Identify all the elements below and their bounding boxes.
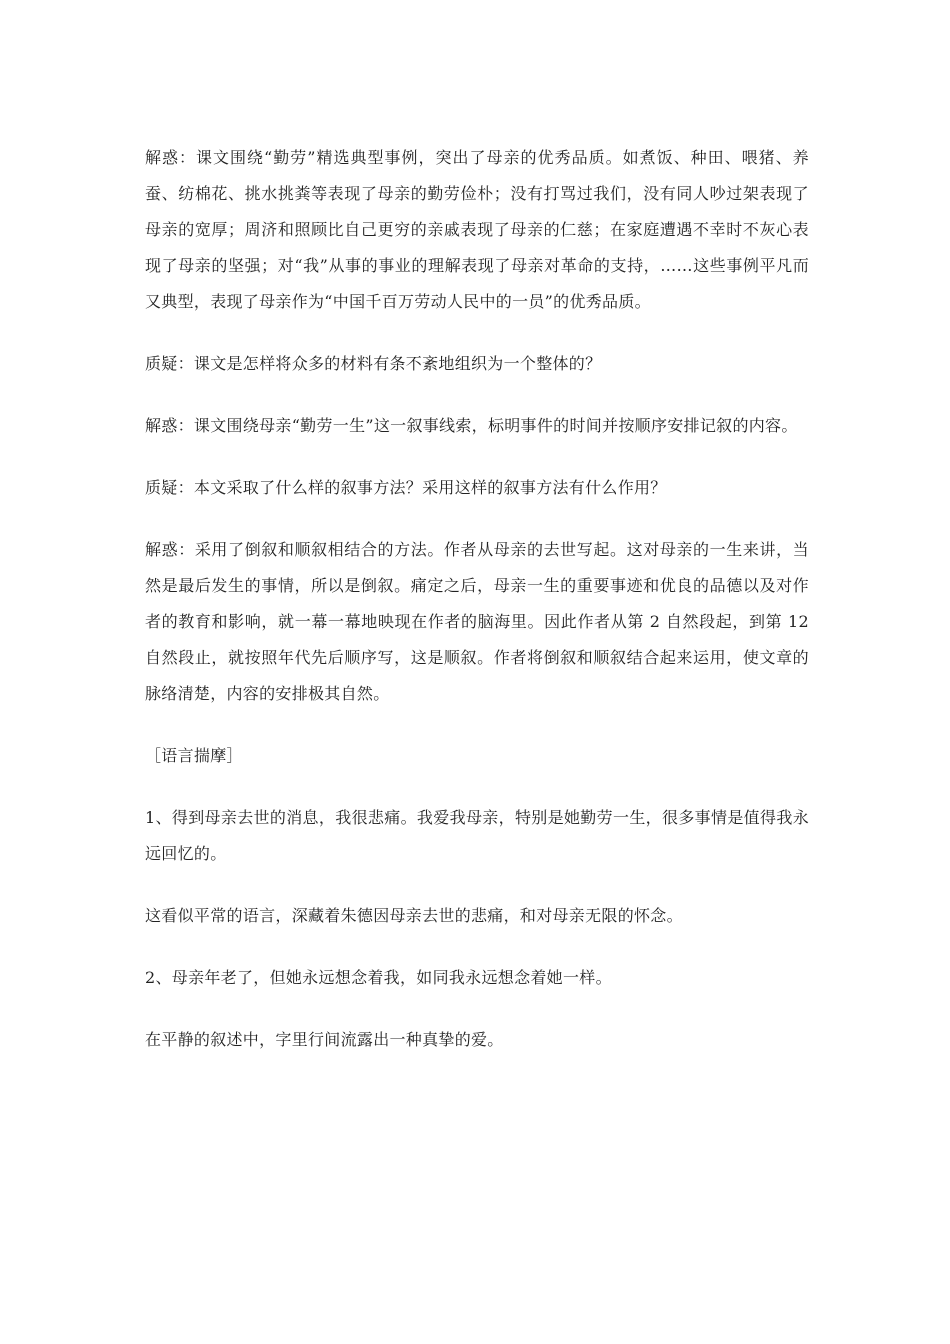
paragraph-answer-diligence: 解惑：课文围绕“勤劳”精选典型事例，突出了母亲的优秀品质。如煮饭、种田、喂猪、养蚕、纺棉花、挑水挑粪等表现了母亲的勤劳俭朴；没有打骂过我们，没有同人吵过架表现了母亲的宽厚；周济和照顾比自己更穷的亲戚表现了母亲的仁慈；在家庭遭遇不幸时不灰心表现了母亲的坚强；对“我”从事的事业的理解表现了母亲对革命的支持，……这些事例平凡而又典型，表现了母亲作为“中国千百万劳动人民中的一员”的优秀品质。 <box>145 148 809 311</box>
paragraph-analysis-2: 在平静的叙述中，字里行间流露出一种真挚的爱。 <box>145 1030 504 1049</box>
section-heading-language: ［语言揣摩］ <box>145 746 243 765</box>
paragraph-quote-2: 2、母亲年老了，但她永远想念着我，如同我永远想念着她一样。 <box>145 968 612 987</box>
paragraph-analysis-1: 这看似平常的语言，深藏着朱德因母亲去世的悲痛，和对母亲无限的怀念。 <box>145 906 683 925</box>
document-body <box>145 140 809 1084</box>
paragraph-quote-1: 1、得到母亲去世的消息，我很悲痛。我爱我母亲，特别是她勤劳一生，很多事情是值得我永远回忆的。 <box>145 808 809 863</box>
paragraph-question-narrative-method: 质疑：本文采取了什么样的叙事方法？采用这样的叙事方法有什么作用？ <box>145 478 667 497</box>
paragraph-answer-narrative-method: 解惑：采用了倒叙和顺叙相结合的方法。作者从母亲的去世写起。这对母亲的一生来讲，当然是最后发生的事情，所以是倒叙。痛定之后，母亲一生的重要事迹和优良的品德以及对作者的教育和影响，就一幕一幕地映现在作者的脑海里。因此作者从第 2 自然段起，到第 12 自然段止，就按照年代先后顺序写，这是顺叙。作者将倒叙和顺叙结合起来运用，使文章的脉络清楚，内容的安排极其自然。 <box>145 540 809 703</box>
paragraph-answer-organization: 解惑：课文围绕母亲“勤劳一生”这一叙事线索，标明事件的时间并按顺序安排记叙的内容。 <box>145 416 798 435</box>
paragraph-question-organization: 质疑：课文是怎样将众多的材料有条不紊地组织为一个整体的？ <box>145 354 602 373</box>
